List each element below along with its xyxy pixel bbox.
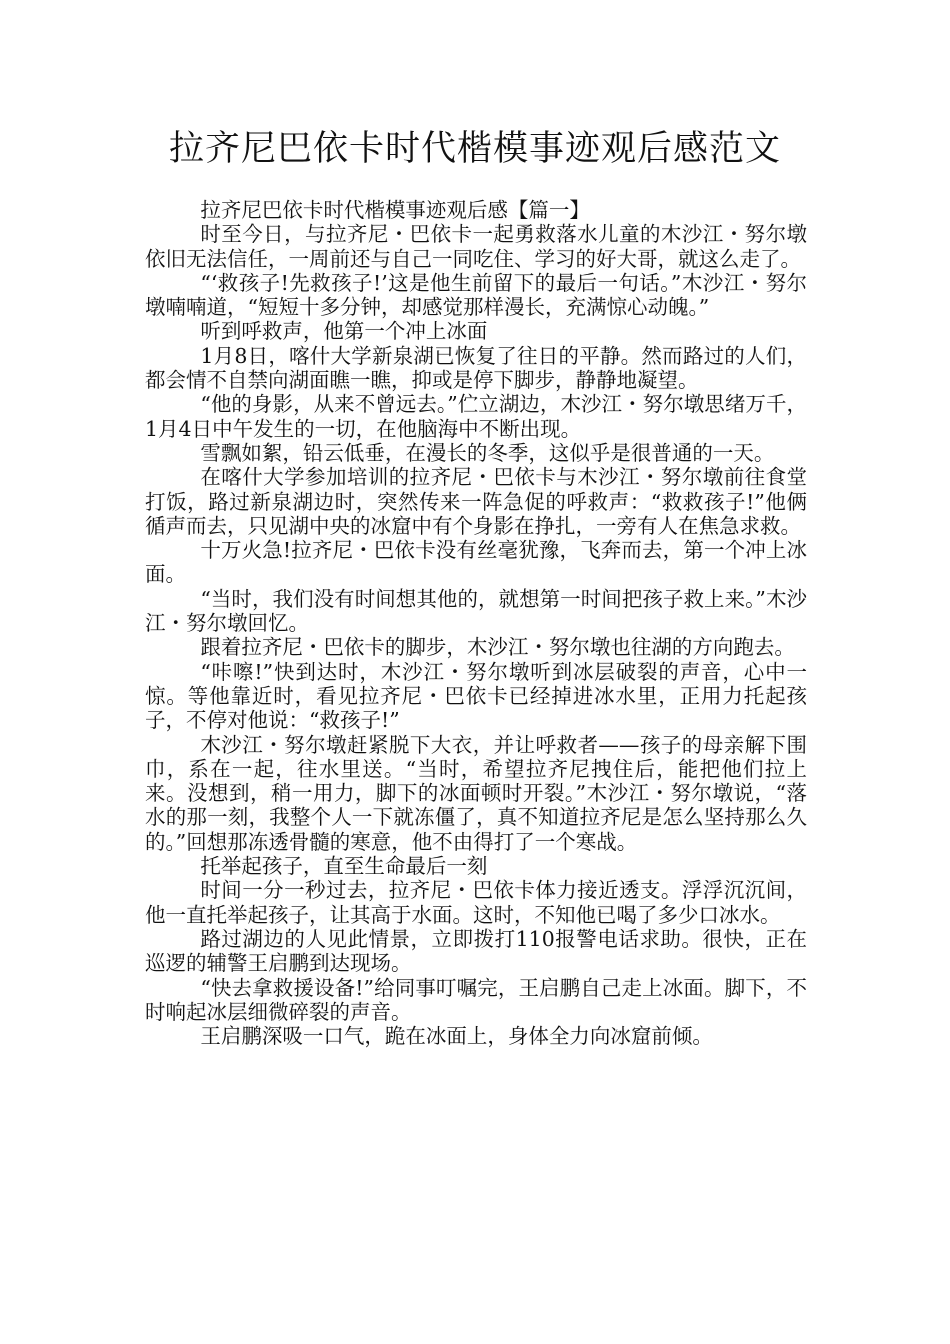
paragraph: “咔嚓!”快到达时，木沙江・努尔墩听到冰层破裂的声音，心中一惊。等他靠近时，看见拉齐尼・巴依卡已经掉进冰水里，正用力托起孩子，不停对他说：“救孩子!” (145, 659, 807, 733)
paragraph: 十万火急!拉齐尼・巴依卡没有丝毫犹豫，飞奔而去，第一个冲上冰面。 (145, 538, 807, 587)
paragraph: 木沙江・努尔墩赶紧脱下大衣，并让呼救者——孩子的母亲解下围巾，系在一起，往水里送。“当时，希望拉齐尼拽住后，能把他们拉上来。没想到，稍一用力，脚下的冰面顿时开裂。”木沙江・努尔墩说，“落水的那一刻，我整个人一下就冻僵了，真不知道拉齐尼是怎么坚持那么久的。”回想那冻透骨髓的寒意，他不由得打了一个寒战。 (145, 732, 807, 854)
paragraph: 王启鹏深吸一口气，跪在冰面上，身体全力向冰窟前倾。 (200, 1024, 713, 1049)
paragraph: 时间一分一秒过去，拉齐尼・巴依卡体力接近透支。浮浮沉沉间，他一直托举起孩子，让其高于水面。这时，不知他已喝了多少口冰水。 (145, 878, 807, 927)
document-body (145, 198, 807, 1048)
paragraph: 跟着拉齐尼・巴依卡的脚步，木沙江・努尔墩也往湖的方向跑去。 (200, 635, 795, 660)
document-title: 拉齐尼巴依卡时代楷模事迹观后感范文 (168, 129, 781, 169)
paragraph-subheading: 托举起孩子，直至生命最后一刻 (200, 854, 488, 879)
paragraph: 在喀什大学参加培训的拉齐尼・巴依卡与木沙江・努尔墩前往食堂打饭，路过新泉湖边时，突然传来一阵急促的呼救声：“救救孩子!”他俩循声而去，只见湖中央的冰窟中有个身影在挣扎，一旁有人在焦急求救。 (145, 465, 807, 538)
paragraph: 雪飘如絮，铅云低垂，在漫长的冬季，这似乎是很普通的一天。 (200, 440, 775, 465)
paragraph: 时至今日，与拉齐尼・巴依卡一起勇救落水儿童的木沙江・努尔墩依旧无法信任，一周前还与自己一同吃住、学习的好大哥，就这么走了。 (145, 222, 807, 271)
paragraph-section-heading: 拉齐尼巴依卡时代楷模事迹观后感【篇一】 (200, 198, 590, 222)
paragraph: “他的身影，从来不曾远去。”伫立湖边，木沙江・努尔墩思绪万千，1月4日中午发生的一切，在他脑海中不断出现。 (145, 392, 807, 441)
paragraph: 1月8日，喀什大学新泉湖已恢复了往日的平静。然而路过的人们，都会情不自禁向湖面瞧一瞧，抑或是停下脚步，静静地凝望。 (145, 343, 807, 393)
paragraph: “快去拿救援设备!”给同事叮嘱完，王启鹏自己走上冰面。脚下，不时响起冰层细微碎裂的声音。 (145, 975, 807, 1024)
paragraph: 路过湖边的人见此情景，立即拨打110报警电话求助。很快，正在巡逻的辅警王启鹏到达现场。 (145, 926, 807, 976)
paragraph: “当时，我们没有时间想其他的，就想第一时间把孩子救上来。”木沙江・努尔墩回忆。 (145, 586, 807, 636)
paragraph-subheading: 听到呼救声，他第一个冲上冰面 (200, 319, 488, 344)
paragraph: “‘救孩子!先救孩子!’这是他生前留下的最后一句话。”木沙江・努尔墩喃喃道，“短短十多分钟，却感觉那样漫长，充满惊心动魄。” (145, 270, 807, 320)
